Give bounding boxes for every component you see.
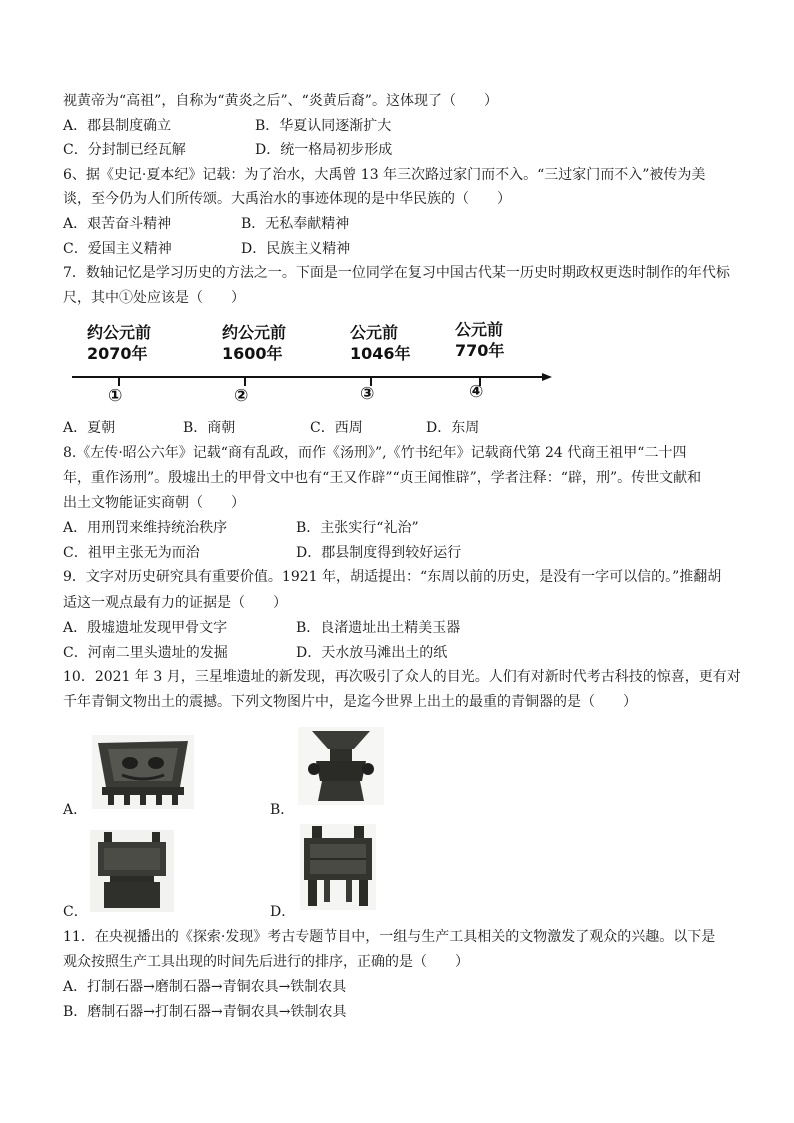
q6-stem-line1: 6、据《史记·夏本纪》记载：为了治水，大禹曾 13 年三次路过家门而不入。“三过家门而不入”被传为美 [63,167,706,183]
q9-stem-line2: 适这一观点最有力的证据是（ ） [63,595,287,611]
question-intro-line: 视黄帝为“高祖”，自称为“黄炎之后”、“炎黄后裔”。这体现了（ ） [63,93,498,109]
q7-option-a: A．夏朝 [63,420,116,436]
q7-option-d: D．东周 [426,420,480,436]
q9-stem-line1: 9．文字对历史研究具有重要价值。1921 年，胡适提出：“东周以前的历史，是没有一字可以信的。”推翻胡 [63,569,722,585]
q10-option-c-label: C． [63,904,88,920]
q11-option-b: B．磨制石器→打制石器→青铜农具→铁制农具 [63,1004,347,1020]
option-c: C．分封制已经瓦解 [63,142,186,158]
q10-stem-line1: 10．2021 年 3 月，三星堆遗址的新发现，再次吸引了众人的目光。人们有对新时代考古科技的惊喜，更有对 [63,669,741,685]
q8-option-d: D．郡县制度得到较好运行 [296,545,462,561]
q7-stem-line2: 尺，其中①处应该是（ ） [63,290,245,306]
q8-stem-line2: 年，重作汤刑”。殷墟出土的甲骨文中也有“王又作辟”“贞王闻惟辟”，学者注释：“辟，刑”。传世文献和 [63,470,702,486]
timeline-axis [70,318,560,410]
q11-stem-line1: 11．在央视播出的《探索·发现》考古专题节目中，一组与生产工具相关的文物激发了观众的兴趣。以下是 [63,929,716,945]
timeline-label-4: 公元前 770年 [455,320,505,360]
q9-option-c: C．河南二里头遗址的发掘 [63,645,228,661]
q8-option-b: B．主张实行“礼治” [296,520,419,536]
option-a: A．郡县制度确立 [63,118,172,134]
timeline-label-2: 约公元前 1600年 [222,323,287,363]
timeline-marker-3: ③ [360,384,375,404]
bronze-artifact-c-image [90,830,174,912]
q7-option-c: C．西周 [310,420,363,436]
timeline-label-1: 约公元前 2070年 [87,323,152,363]
q11-stem-line2: 观众按照生产工具出现的时间先后进行的排序，正确的是（ ） [63,954,469,970]
q6-option-d: D．民族主义精神 [241,241,351,257]
option-d: D．统一格局初步形成 [255,142,393,158]
q6-option-a: A．艰苦奋斗精神 [63,216,172,232]
q9-option-d: D．天水放马滩出土的纸 [296,645,448,661]
q10-option-a-label: A． [63,802,88,818]
option-b: B．华夏认同逐渐扩大 [255,118,392,134]
q8-stem-line1: 8.《左传·昭公六年》记载“商有乱政，而作《汤刑》”,《竹书纪年》记载商代第 24 代商王祖甲“二十四 [63,445,687,461]
q9-option-b: B．良渚遗址出土精美玉器 [296,620,461,636]
q11-option-a: A．打制石器→磨制石器→青铜农具→铁制农具 [63,979,347,995]
q6-option-b: B．无私奉献精神 [241,216,350,232]
timeline-label-3: 公元前 1046年 [350,323,411,363]
q8-stem-line3: 出土文物能证实商朝（ ） [63,495,245,511]
q6-option-c: C．爱国主义精神 [63,241,172,257]
bronze-artifact-d-image [300,824,376,910]
q10-stem-line2: 千年青铜文物出土的震撼。下列文物图片中，是迄今世界上出土的最重的青铜器的是（ ） [63,694,637,710]
timeline-marker-2: ② [234,386,249,406]
q10-option-b-label: B． [270,802,295,818]
timeline-ruler [70,318,560,410]
q8-option-c: C．祖甲主张无为而治 [63,545,200,561]
timeline-marker-1: ① [108,386,123,406]
timeline-marker-4: ④ [469,382,484,402]
bronze-artifact-b-image [298,727,384,805]
q6-stem-line2: 谈，至今仍为人们所传颂。大禹治水的事迹体现的是中华民族的（ ） [63,191,511,207]
bronze-artifact-a-image [92,735,194,809]
q7-stem-line1: 7．数轴记忆是学习历史的方法之一。下面是一位同学在复习中国古代某一历史时期政权更迭时制作的年代标 [63,265,730,281]
q7-option-b: B．商朝 [183,420,236,436]
q10-option-d-label: D． [270,904,296,920]
q9-option-a: A．殷墟遗址发现甲骨文字 [63,620,228,636]
q8-option-a: A．用刑罚来维持统治秩序 [63,520,228,536]
